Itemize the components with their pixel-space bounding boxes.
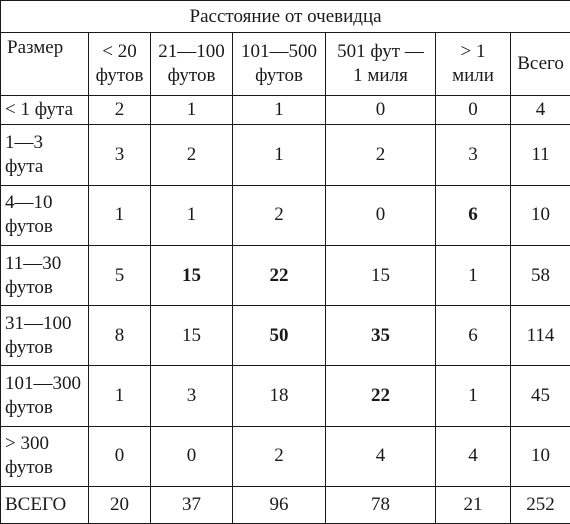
table-title: Расстояние от очевидца xyxy=(1,1,570,33)
table-cell: 0 xyxy=(326,185,436,245)
total-cell: 37 xyxy=(151,486,233,523)
table-cell: 15 xyxy=(326,245,436,305)
table-cell: 15 xyxy=(151,245,233,305)
table-cell: 2 xyxy=(89,96,151,125)
table-row xyxy=(1,306,570,366)
table-cell: 1 xyxy=(436,366,511,426)
row-label: 101—300 футов xyxy=(1,366,89,426)
col-header-total: Всего xyxy=(511,33,570,96)
row-label: > 300 футов xyxy=(1,426,89,486)
table-cell: 0 xyxy=(89,426,151,486)
table-cell: 0 xyxy=(326,96,436,125)
table-row xyxy=(1,96,570,125)
total-label: ВСЕГО xyxy=(1,486,89,523)
table-cell: 35 xyxy=(326,306,436,366)
table-cell: 11 xyxy=(511,125,570,185)
table-row xyxy=(1,245,570,305)
table-cell: 1 xyxy=(151,185,233,245)
table-cell: 4 xyxy=(436,426,511,486)
table-cell: 1 xyxy=(151,96,233,125)
table-cell: 1 xyxy=(233,96,326,125)
table-cell: 2 xyxy=(326,125,436,185)
table-cell: 1 xyxy=(233,125,326,185)
row-label: 11—30 футов xyxy=(1,245,89,305)
table-cell: 0 xyxy=(151,426,233,486)
table-cell: 6 xyxy=(436,185,511,245)
table-cell: 45 xyxy=(511,366,570,426)
table-cell: 50 xyxy=(233,306,326,366)
total-cell: 20 xyxy=(89,486,151,523)
table-cell: 2 xyxy=(151,125,233,185)
table-cell: 114 xyxy=(511,306,570,366)
total-row xyxy=(1,486,570,523)
table-cell: 3 xyxy=(89,125,151,185)
table-cell: 4 xyxy=(511,96,570,125)
table-cell: 5 xyxy=(89,245,151,305)
table-cell: 1 xyxy=(89,185,151,245)
header-row xyxy=(1,33,570,96)
table-cell: 18 xyxy=(233,366,326,426)
table-cell: 6 xyxy=(436,306,511,366)
total-cell: 252 xyxy=(511,486,570,523)
table-row xyxy=(1,366,570,426)
table-cell: 15 xyxy=(151,306,233,366)
table-cell: 22 xyxy=(326,366,436,426)
table-cell: 4 xyxy=(326,426,436,486)
table-cell: 1 xyxy=(89,366,151,426)
table-cell: 10 xyxy=(511,185,570,245)
table-cell: 58 xyxy=(511,245,570,305)
col-header-lt20: < 20 футов xyxy=(89,33,151,96)
col-header-101-500: 101—500 футов xyxy=(233,33,326,96)
col-header-gt1mile: > 1 мили xyxy=(436,33,511,96)
table-cell: 22 xyxy=(233,245,326,305)
table-row xyxy=(1,125,570,185)
table-cell: 2 xyxy=(233,185,326,245)
table-cell: 3 xyxy=(436,125,511,185)
table-cell: 0 xyxy=(436,96,511,125)
total-cell: 78 xyxy=(326,486,436,523)
table-cell: 10 xyxy=(511,426,570,486)
table-cell: 3 xyxy=(151,366,233,426)
total-cell: 21 xyxy=(436,486,511,523)
row-label: 1—3 фута xyxy=(1,125,89,185)
table-body xyxy=(1,96,570,524)
row-label: 4—10 футов xyxy=(1,185,89,245)
col-header-501ft-1mile: 501 фут — 1 миля xyxy=(326,33,436,96)
row-label: < 1 фута xyxy=(1,96,89,125)
table-cell: 8 xyxy=(89,306,151,366)
col-header-size: Размер xyxy=(1,33,89,96)
table-cell: 1 xyxy=(436,245,511,305)
table-cell: 2 xyxy=(233,426,326,486)
table-row xyxy=(1,426,570,486)
table-row xyxy=(1,185,570,245)
title-row xyxy=(1,1,570,33)
total-cell: 96 xyxy=(233,486,326,523)
col-header-21-100: 21—100 футов xyxy=(151,33,233,96)
row-label: 31—100 футов xyxy=(1,306,89,366)
